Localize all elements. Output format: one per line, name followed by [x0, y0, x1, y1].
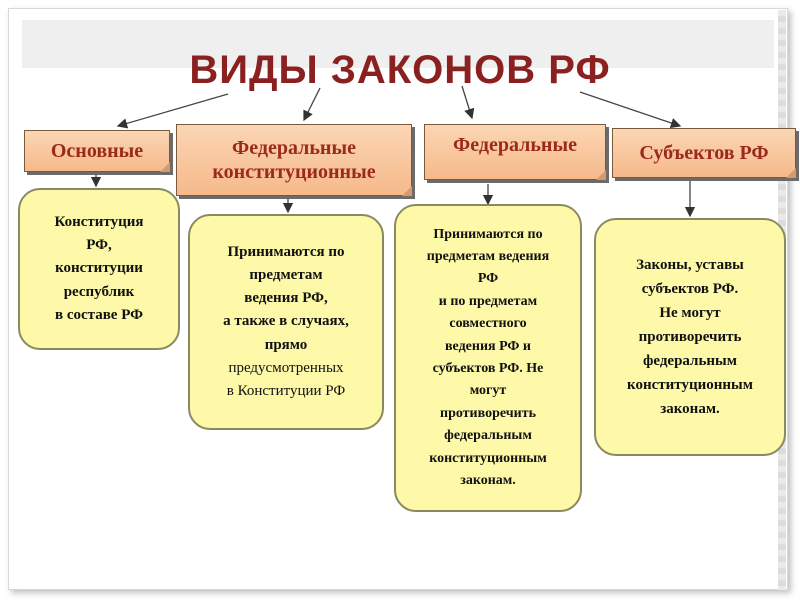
box-fkz-line: в Конституции РФ — [226, 383, 346, 400]
box-subjects-line: Не могут — [659, 305, 721, 321]
box-fkz-line: Принимаются по — [227, 243, 345, 260]
arrow-title-to-subjects — [580, 92, 680, 126]
box-federal-line: РФ — [477, 271, 499, 287]
box-subjects-line: федеральным — [643, 353, 737, 369]
box-osnovnye-line: в составе РФ — [54, 306, 143, 323]
header-subjects-label: Субъектов РФ — [639, 142, 769, 164]
box-fkz-line: ведения РФ, — [244, 290, 328, 307]
arrow-title-to-fkz — [304, 88, 320, 120]
header-osnovnye — [24, 130, 170, 172]
box-federal-line: противоречить — [440, 405, 536, 421]
box-federal-line: могут — [469, 383, 507, 399]
box-subjects-line: противоречить — [638, 329, 742, 345]
box-federal-line: субъектов РФ. Не — [432, 361, 544, 376]
box-osnovnye-line: конституции — [55, 260, 143, 277]
box-osnovnye-line: республик — [63, 283, 135, 300]
box-fkz-line: а также в случаях, — [223, 313, 349, 330]
header-subjects — [612, 128, 796, 178]
box-federal — [394, 204, 582, 512]
page-title: ВИДЫ ЗАКОНОВ РФ — [189, 48, 611, 92]
box-subjects-line: законам. — [660, 401, 720, 417]
header-osnovnye-label: Основные — [50, 140, 144, 162]
header-federal — [424, 124, 606, 180]
box-federal-constitutional — [188, 214, 384, 430]
box-federal-line: законам. — [460, 472, 516, 488]
header-fkz-line-2: конституционные — [212, 161, 376, 183]
arrow-title-to-osnovnye — [118, 94, 228, 126]
box-fkz-line: предусмотренных — [228, 359, 344, 376]
box-fkz-line: прямо — [264, 336, 308, 353]
box-subjects-line: Законы, уставы — [636, 257, 744, 273]
box-osnovnye-line: РФ, — [86, 237, 112, 254]
box-federal-line: ведения РФ и — [445, 338, 531, 354]
box-osnovnye — [18, 188, 180, 350]
box-federal-line: совместного — [449, 316, 527, 332]
box-fkz-line: предметам — [249, 266, 323, 283]
box-federal-line: конституционным — [429, 450, 547, 466]
box-subjects — [594, 218, 786, 456]
box-federal-line: федеральным — [444, 428, 532, 444]
header-federal-label: Федеральные — [453, 134, 577, 156]
header-federal-constitutional — [176, 124, 412, 196]
arrow-title-to-federalnye — [462, 86, 472, 118]
header-fkz-line-1: Федеральные — [232, 137, 356, 159]
box-federal-line: и по предметам — [438, 293, 538, 309]
box-federal-line: Принимаются по — [433, 226, 543, 242]
box-subjects-line: конституционным — [627, 377, 753, 393]
box-subjects-line: субъектов РФ. — [641, 281, 739, 297]
box-federal-line: предметам ведения — [426, 249, 550, 265]
box-osnovnye-line: Конституция — [54, 213, 144, 230]
